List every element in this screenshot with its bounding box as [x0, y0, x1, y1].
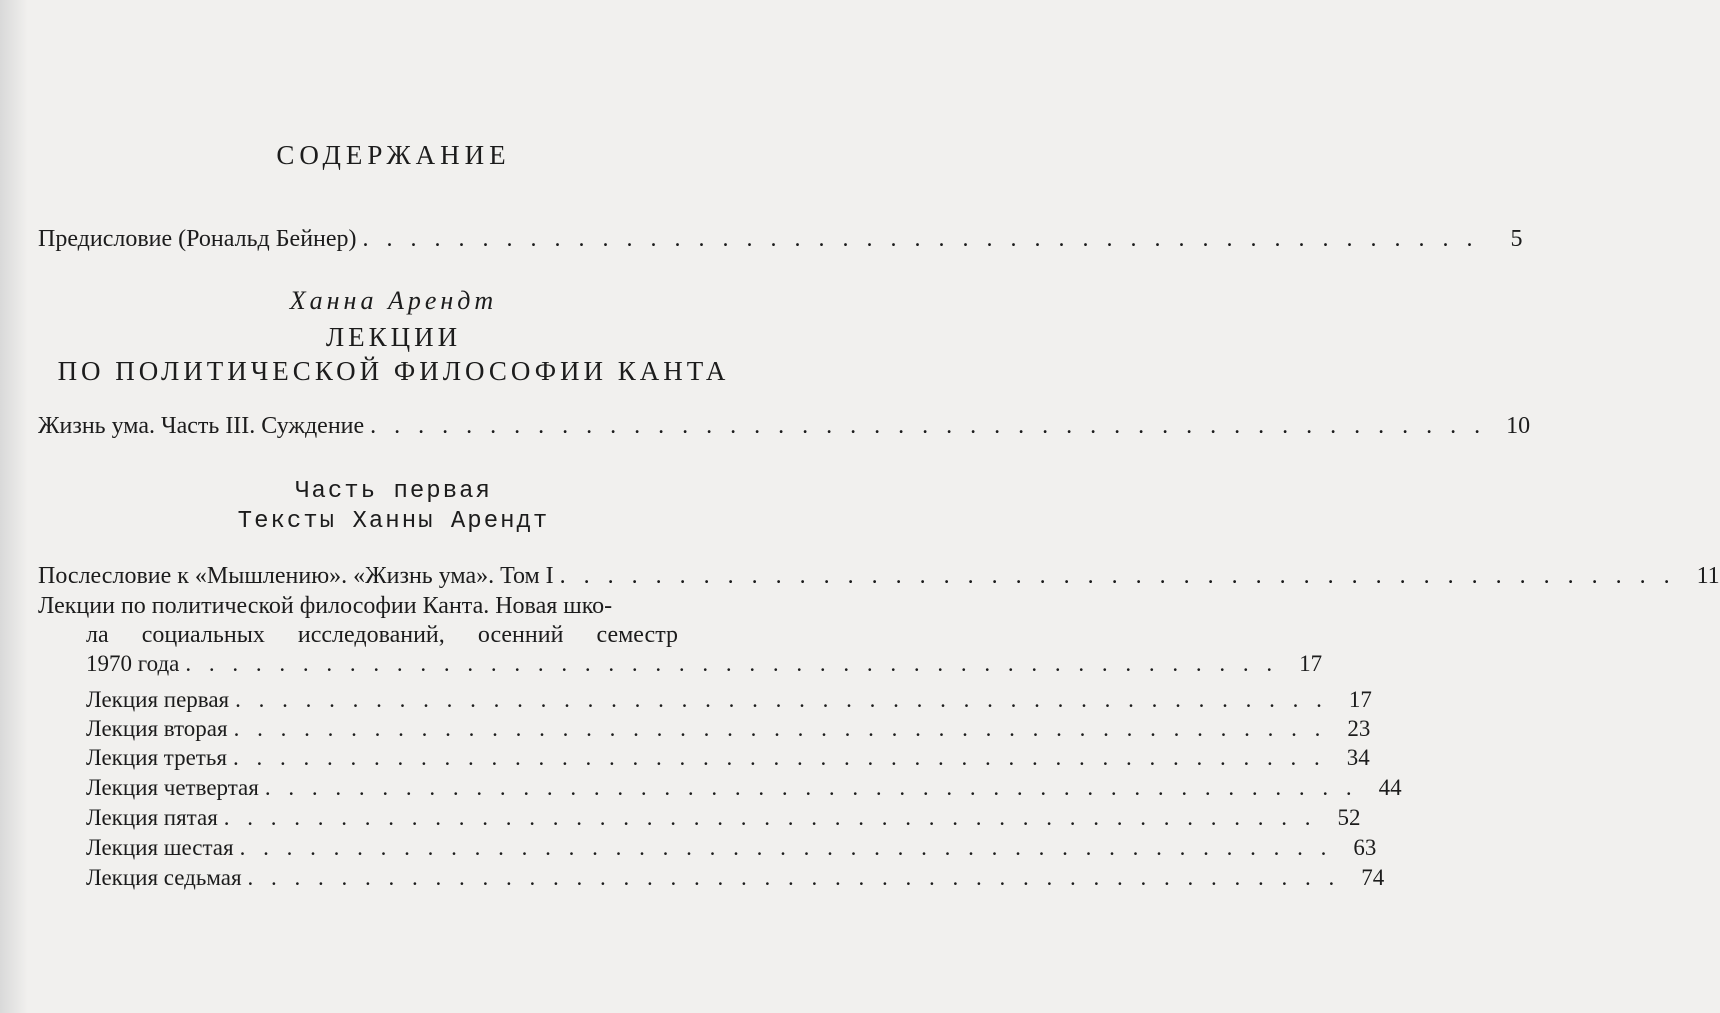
- toc-entry-lecture[interactable]: [86, 745, 1370, 771]
- toc-entry-lecture[interactable]: [86, 716, 1371, 742]
- part-subtitle: Тексты Ханны Арендт: [237, 508, 550, 535]
- dot-leader: . . . . . . . . . . . . . . . . . . . . . . . . . . . . . . . . . . . . . . . . . . . . . . .: [264, 775, 1358, 800]
- entry-label: Лекция шестая: [86, 835, 234, 860]
- entry-label: Лекция первая: [86, 687, 230, 712]
- page-number: 10: [1506, 413, 1531, 439]
- page-number: 34: [1346, 745, 1370, 770]
- entry-label: Лекция седьмая: [86, 865, 242, 890]
- page-number: 17: [1348, 687, 1372, 712]
- section-heading-line2: ПО ПОЛИТИЧЕСКОЙ ФИЛОСОФИИ КАНТА: [57, 356, 730, 386]
- toc-entry-lectures[interactable]: [86, 651, 1323, 677]
- page-number: 52: [1337, 805, 1361, 830]
- page-number: 23: [1347, 716, 1371, 741]
- dot-leader: . . . . . . . . . . . . . . . . . . . . . . . . . . . . . . . . . . . . . . . . . . . . . . .: [223, 805, 1317, 830]
- page-number: 63: [1353, 835, 1377, 860]
- toc-entry-lecture[interactable]: [86, 687, 1372, 713]
- toc-entry-lecture[interactable]: [86, 805, 1361, 831]
- entry-label: Лекция пятая: [86, 805, 218, 830]
- toc-entry-afterword[interactable]: [38, 563, 1720, 590]
- entry-label: Лекция четвертая: [86, 775, 259, 800]
- entry-label: 1970 года: [86, 651, 180, 676]
- author-name: Ханна Арендт: [289, 286, 498, 315]
- page-number: 5: [1510, 226, 1523, 252]
- dot-leader: . . . . . . . . . . . . . . . . . . . . . . . . . . . . . . . . . . . . . . . . . . . . . . .: [247, 865, 1341, 890]
- entry-label: Жизнь ума. Часть III. Суждение: [38, 413, 365, 439]
- dot-leader: . . . . . . . . . . . . . . . . . . . . . . . . . . . . . . . . . . . . . . . . . . . . . . .: [233, 716, 1327, 741]
- dot-leader: . . . . . . . . . . . . . . . . . . . . . . . . . . . . . . . . . . . . . . . . . . . . . . .: [235, 687, 1328, 712]
- dot-leader: . . . . . . . . . . . . . . . . . . . . . . . . . . . . . . . . . . . . . . . . . . . . . . .: [559, 563, 1676, 589]
- toc-entry-lecture[interactable]: [86, 835, 1377, 861]
- page-number: 17: [1299, 651, 1323, 676]
- toc-title: СОДЕРЖАНИЕ: [276, 140, 511, 170]
- page-number: 11: [1696, 563, 1720, 589]
- entry-label: Предисловие (Рональд Бейнер): [38, 226, 357, 252]
- page-number: 44: [1378, 775, 1402, 800]
- lectures-entry-line2: ла социальных исследований, осенний семестр: [86, 622, 678, 648]
- page-number: 74: [1361, 865, 1385, 890]
- dot-leader: . . . . . . . . . . . . . . . . . . . . . . . . . . . . . . . . . . . . . . . . . . . . . . .: [239, 835, 1333, 860]
- entry-label: Лекция вторая: [86, 716, 228, 741]
- dot-leader: . . . . . . . . . . . . . . . . . . . . . . . . . . . . . . . . . . . . . . . . . . . . . . .: [370, 413, 1487, 439]
- dot-leader: . . . . . . . . . . . . . . . . . . . . . . . . . . . . . . . . . . . . . . . . . . . . . . .: [362, 226, 1479, 252]
- entry-label: Послесловие к «Мышлению». «Жизнь ума». Том I: [38, 563, 554, 589]
- dot-leader: . . . . . . . . . . . . . . . . . . . . . . . . . . . . . . . . . . . . . . . . . . . . . . .: [185, 651, 1279, 676]
- entry-label: Лекция третья: [86, 745, 227, 770]
- section-heading-line1: ЛЕКЦИИ: [325, 322, 462, 352]
- dot-leader: . . . . . . . . . . . . . . . . . . . . . . . . . . . . . . . . . . . . . . . . . . . . . . .: [232, 745, 1326, 770]
- toc-entry-judgment[interactable]: [38, 413, 1531, 440]
- toc-entry-lecture[interactable]: [86, 775, 1402, 801]
- toc-entry-lecture[interactable]: [86, 865, 1385, 891]
- lectures-entry-line1[interactable]: Лекции по политической философии Канта. Новая шко-: [38, 593, 613, 619]
- part-title: Часть первая: [295, 478, 492, 505]
- toc-entry-preface[interactable]: [38, 226, 1523, 253]
